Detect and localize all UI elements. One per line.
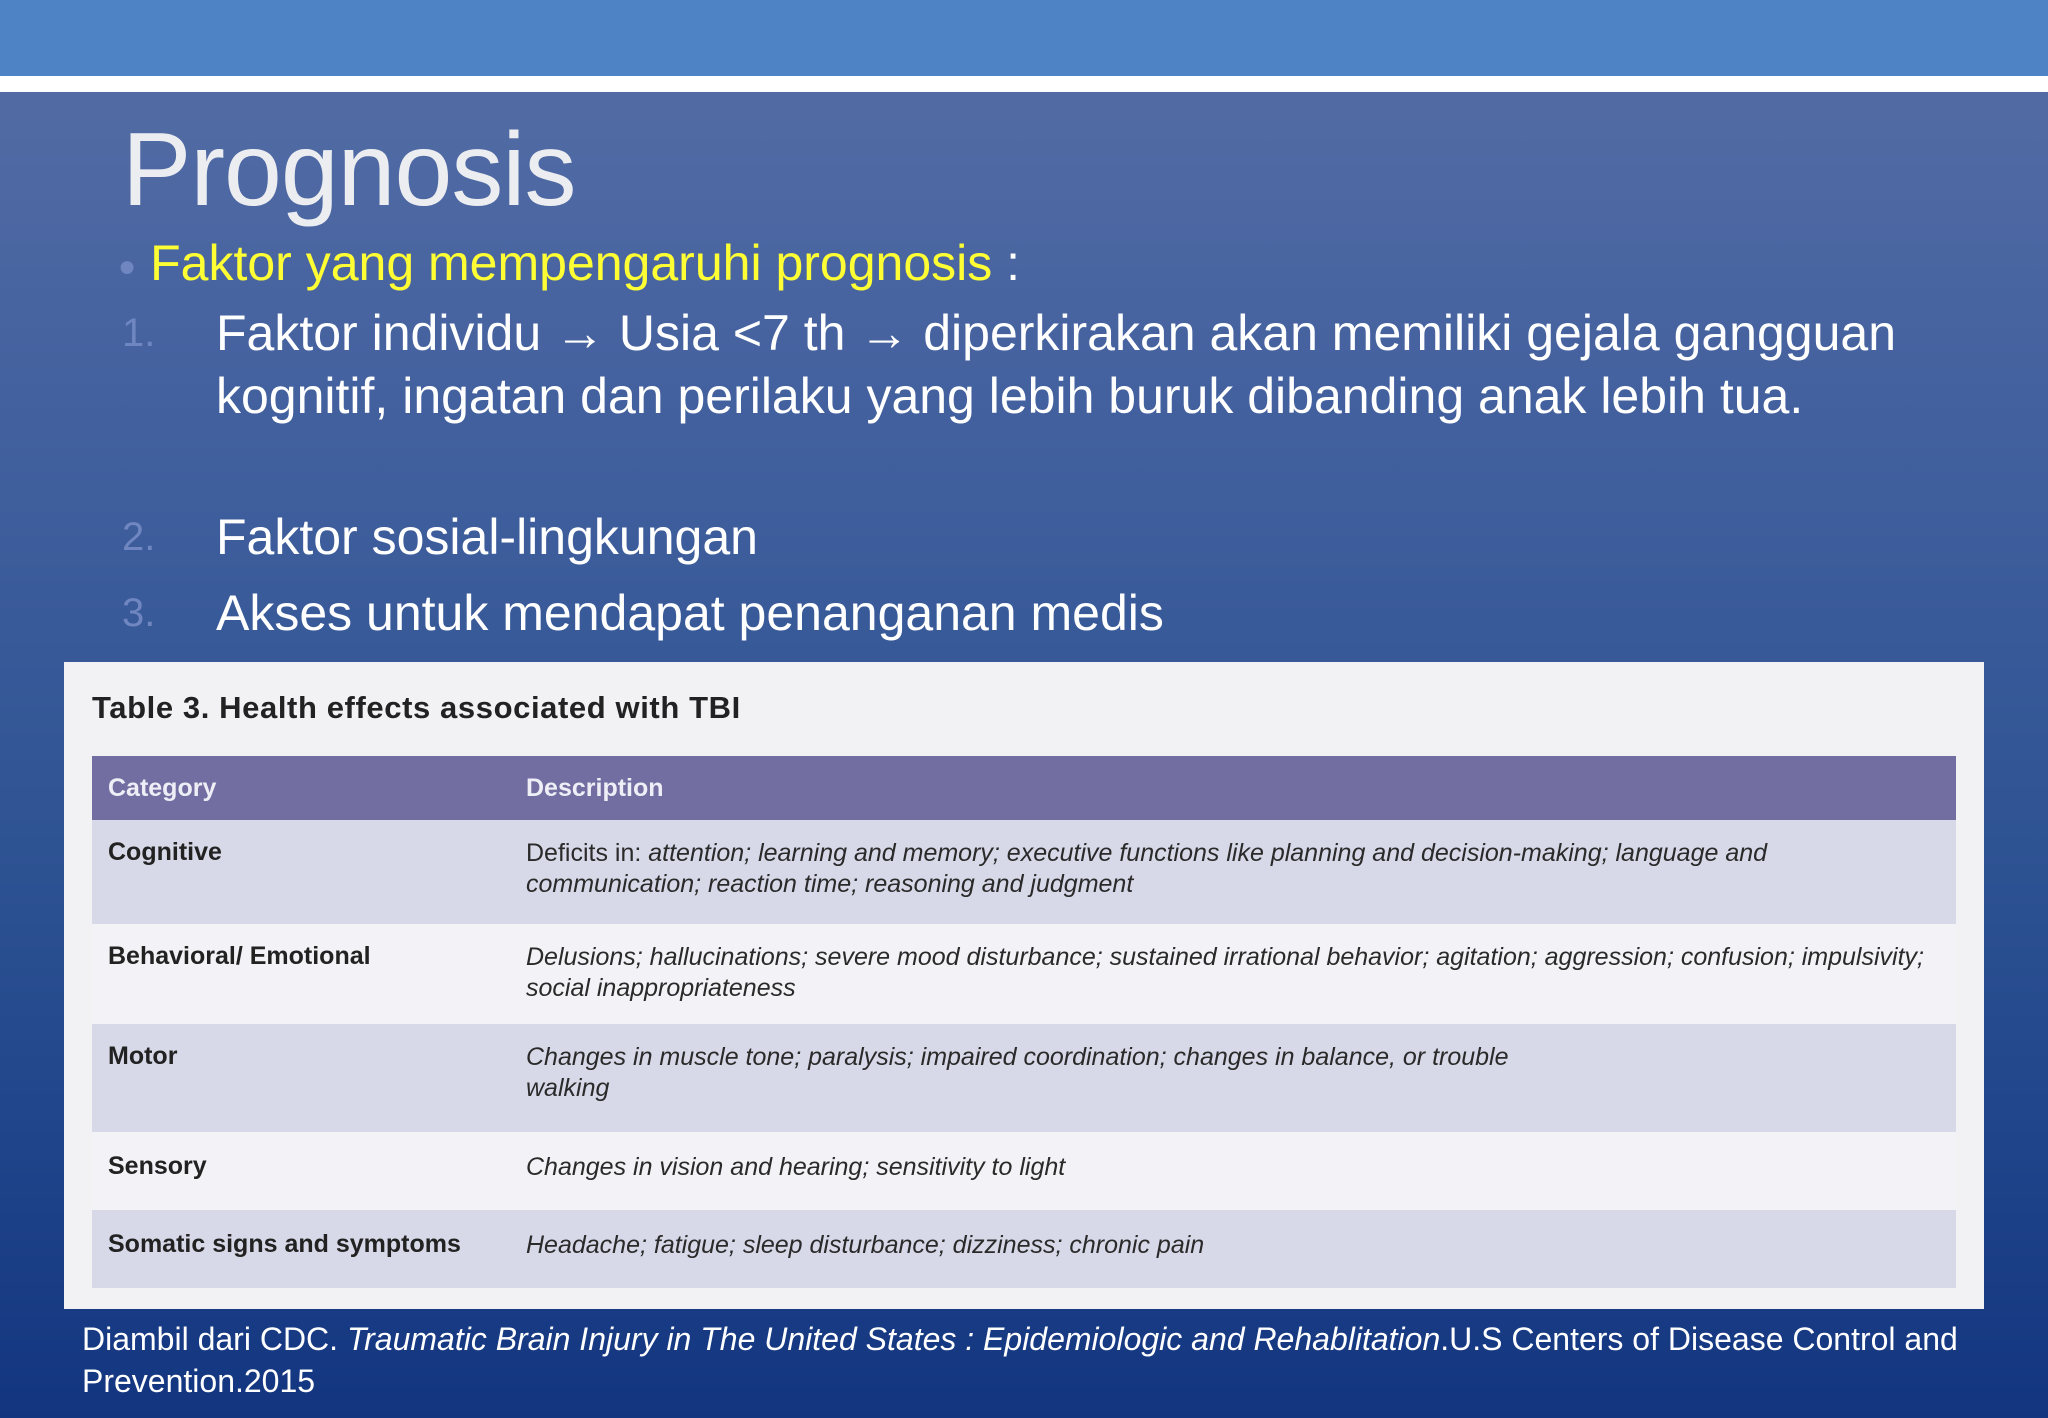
row-description-prefix: Deficits in: xyxy=(526,839,649,867)
table-row xyxy=(92,1210,1956,1288)
list-item-number: 3. xyxy=(122,591,156,635)
row-description xyxy=(526,1042,1586,1104)
row-description xyxy=(526,838,1926,900)
row-description-detail: Delusions; hallucinations; severe mood disturbance; sustained irrational behavior; agitation; aggression; confusion; impulsivity; social inappropriateness xyxy=(526,943,1924,1002)
health-effects-table xyxy=(92,756,1956,1288)
lead-highlight: Faktor yang mempengaruhi prognosis xyxy=(150,235,993,291)
health-effects-table-card xyxy=(64,662,1984,1309)
citation-title: Traumatic Brain Injury in The United States : Epidemiologic and Rehablitation xyxy=(346,1321,1441,1357)
list-item-number: 1. xyxy=(122,311,156,355)
table-row xyxy=(92,1132,1956,1210)
column-header-category: Category xyxy=(108,774,217,802)
lead-suffix: : xyxy=(1006,235,1021,291)
list-item-text: Akses untuk mendapat penanganan medis xyxy=(216,585,1164,641)
row-description-detail: attention; learning and memory; executive functions like planning and decision-making; language and communication; reaction time; reasoning and judgment xyxy=(526,839,1768,898)
row-description-detail: Headache; fatigue; sleep disturbance; dizziness; chronic pain xyxy=(526,1231,1205,1259)
citation-suffix: .U.S Centers of Disease Control and Prevention.2015 xyxy=(82,1321,1958,1399)
table-row xyxy=(92,924,1956,1024)
row-category: Somatic signs and symptoms xyxy=(108,1230,461,1258)
row-category: Behavioral/ Emotional xyxy=(108,942,371,970)
row-description xyxy=(526,1230,1926,1261)
column-header-description: Description xyxy=(526,774,664,802)
row-description xyxy=(526,1152,1926,1183)
slide-title: Prognosis xyxy=(122,112,576,228)
row-description xyxy=(526,942,1926,1004)
row-category: Motor xyxy=(108,1042,178,1070)
lead-bullet xyxy=(118,236,1020,291)
citation-prefix: Diambil dari CDC. xyxy=(82,1321,347,1357)
header-divider xyxy=(0,76,2048,92)
list-item xyxy=(122,302,1922,492)
list-item xyxy=(122,506,1922,569)
table-caption: Table 3. Health effects associated with TBI xyxy=(92,690,741,725)
row-description-detail: Changes in muscle tone; paralysis; impaired coordination; changes in balance, or trouble walking xyxy=(526,1043,1509,1102)
list-item-number: 2. xyxy=(122,515,156,559)
row-description-detail: Changes in vision and hearing; sensitivity to light xyxy=(526,1153,1066,1181)
header-band xyxy=(0,0,2048,76)
bullet-dot-icon: ● xyxy=(118,250,137,284)
table-header-row xyxy=(92,756,1956,820)
list-item-text: Faktor individu → Usia <7 th → diperkirakan akan memiliki gejala gangguan kognitif, ingatan dan perilaku yang lebih buruk dibanding anak lebih tua. xyxy=(216,305,1897,424)
row-category: Cognitive xyxy=(108,838,222,866)
list-item xyxy=(122,582,1922,645)
source-citation xyxy=(82,1318,1982,1402)
row-category: Sensory xyxy=(108,1152,207,1180)
table-row xyxy=(92,820,1956,924)
table-row xyxy=(92,1024,1956,1132)
list-item-text: Faktor sosial-lingkungan xyxy=(216,509,758,565)
